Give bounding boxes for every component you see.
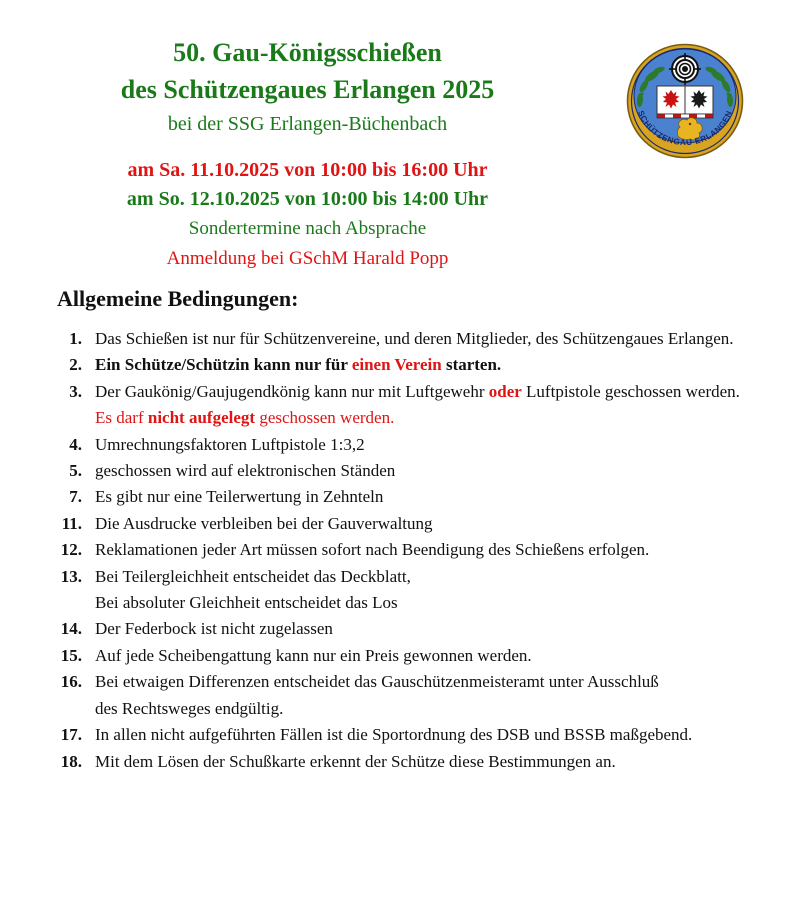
list-item [57, 537, 763, 563]
section-heading: Allgemeine Bedingungen: [57, 286, 299, 311]
conditions-list [57, 326, 763, 775]
item-number: 5. [69, 461, 82, 481]
text-segment: In allen nicht aufgeführten Fällen ist die Sportordnung des DSB und BSSB maßgebend. [95, 725, 693, 745]
item-text [95, 511, 763, 537]
subtitle: bei der SSG Erlangen-Büchenbach [167, 113, 448, 135]
item-number: 1. [69, 329, 82, 348]
title-line-2: des Schützengaues Erlangen 2025 [120, 75, 495, 104]
text-segment: starten. [441, 355, 502, 375]
text-segment: Der Gaukönig/Gaujugendkönig kann nur mit Luftgewehr [95, 381, 489, 401]
item-text [95, 643, 763, 669]
list-item [57, 616, 763, 642]
item-text [95, 326, 763, 352]
item-text [95, 458, 763, 484]
text-segment: Umrechnungsfaktoren Luftpistole 1:3,2 [95, 434, 365, 454]
text-segment: Die Ausdrucke verbleiben bei der Gauverwaltung [95, 513, 433, 533]
text-segment: Mit dem Lösen der Schußkarte erkennt der Schütze diese Bestimmungen an. [95, 751, 616, 771]
list-item [57, 749, 763, 775]
text-segment: geschossen wird auf elektronischen Ständen [95, 461, 396, 481]
list-item [57, 722, 763, 748]
eagles-shield-icon [657, 86, 713, 118]
item-text [95, 537, 763, 563]
item-number: 12. [60, 540, 82, 560]
item-number: 14. [60, 619, 82, 639]
item-text [95, 432, 763, 458]
note-special-dates: Sondertermine nach Absprache [188, 218, 427, 239]
text-segment: nicht aufgelegt [147, 408, 256, 428]
text-segment: einen Verein [351, 355, 442, 375]
text-segment: Es gibt nur eine Teilerwertung in Zehnteln [95, 487, 384, 507]
list-item [57, 432, 763, 458]
item-number: 17. [60, 725, 82, 745]
list-item [57, 564, 763, 617]
list-item [57, 669, 763, 722]
title-line-1: 50. Gau-Königsschießen [173, 38, 442, 67]
text-segment: oder [488, 381, 522, 401]
item-text [95, 564, 763, 617]
text-segment: Ein Schütze/Schützin kann nur für [95, 355, 352, 375]
badge-ring-text: SCHÜTZENGAU ERLANGEN [635, 109, 735, 148]
item-number: 13. [60, 566, 82, 586]
item-number: 18. [60, 751, 82, 771]
item-text [95, 484, 763, 510]
list-item [57, 379, 763, 432]
list-item [57, 352, 763, 378]
text-segment: Bei etwaigen Differenzen entscheidet das Gauschützenmeisteramt unter Ausschluß [95, 672, 659, 692]
text-segment: Es darf [95, 408, 148, 428]
list-item [57, 458, 763, 484]
item-number: 3. [69, 381, 82, 401]
text-segment: Bei Teilergleichheit entscheidet das Deckblatt, [95, 566, 411, 586]
item-text [95, 669, 763, 722]
text-segment: Der Federbock ist nicht zugelassen [95, 619, 333, 639]
date-sunday: am So. 12.10.2025 von 10:00 bis 14:00 Uhr [126, 188, 489, 210]
text-segment: Bei absoluter Gleichheit entscheidet das Los [95, 593, 398, 613]
text-segment: geschossen werden. [255, 408, 395, 428]
dates-block [0, 156, 615, 273]
schuetzengau-erlangen-badge-icon [626, 42, 744, 160]
item-text [95, 379, 763, 432]
text-segment: Luftpistole geschossen werden. [521, 381, 740, 401]
item-number: 16. [60, 672, 82, 692]
item-number: 15. [60, 645, 82, 665]
text-segment: Das Schießen ist nur für Schützenvereine, und deren Mitglieder, des Schützengaues Erlangen. [95, 329, 734, 348]
note-registration: Anmeldung bei GSchM Harald Popp [166, 248, 449, 269]
item-text [95, 749, 763, 775]
list-item [57, 643, 763, 669]
item-text [95, 352, 763, 378]
date-saturday: am Sa. 11.10.2025 von 10:00 bis 16:00 Uhr [127, 159, 488, 181]
item-number: 4. [69, 434, 82, 454]
list-item [57, 484, 763, 510]
list-item [57, 511, 763, 537]
text-segment: des Rechtsweges endgültig. [95, 698, 284, 718]
document-header [0, 34, 615, 273]
item-number: 7. [69, 487, 82, 507]
item-number: 11. [61, 513, 82, 533]
text-segment: Reklamationen jeder Art müssen sofort nach Beendigung des Schießens erfolgen. [95, 540, 650, 560]
item-text [95, 616, 763, 642]
item-text [95, 722, 763, 748]
item-number: 2. [69, 355, 82, 375]
text-segment: Auf jede Scheibengattung kann nur ein Preis gewonnen werden. [95, 645, 532, 665]
list-item [57, 326, 763, 352]
